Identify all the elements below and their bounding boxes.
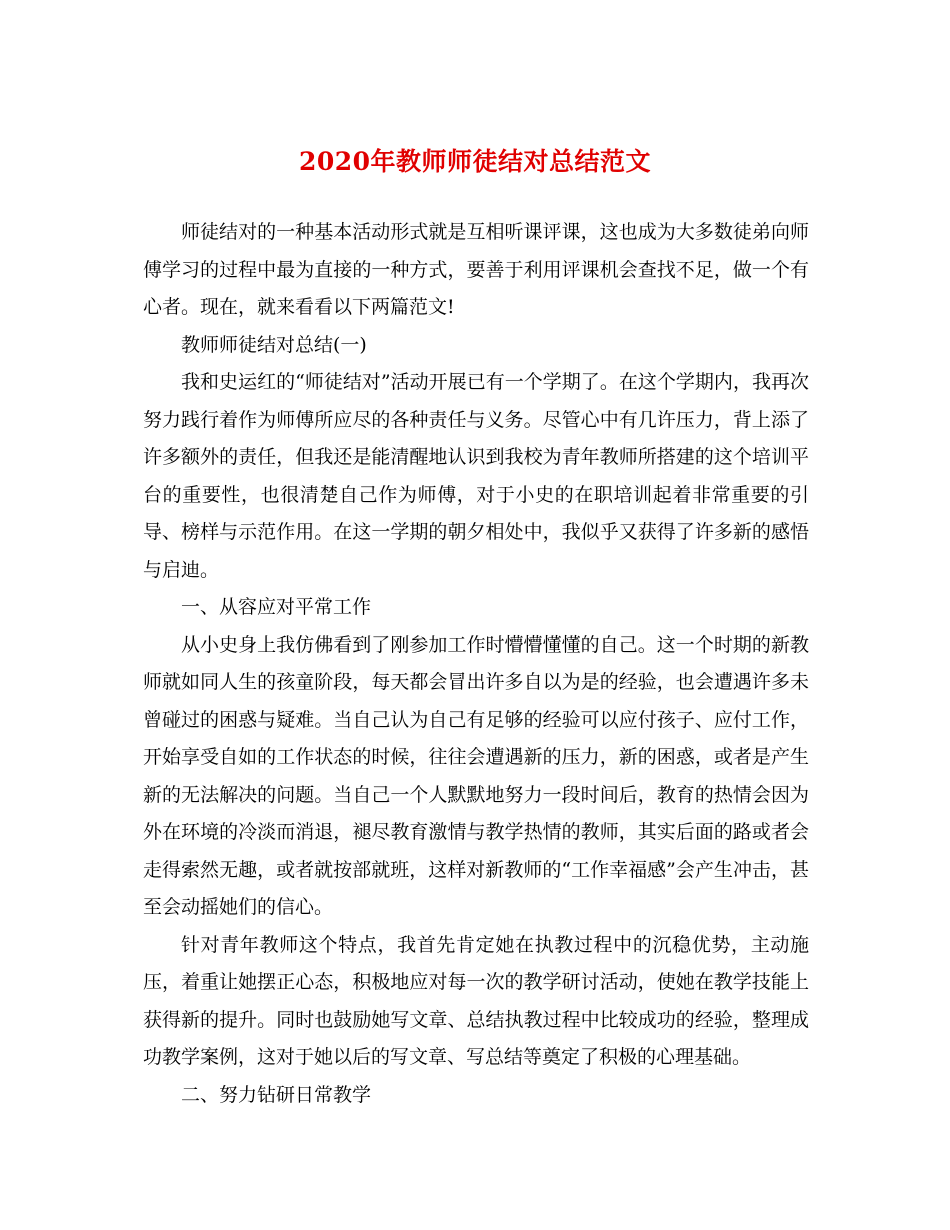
intro-paragraph: 师徒结对的一种基本活动形式就是互相听课评课，这也成为大多数徒弟向师傅学习的过程中最为直接的一种方式，要善于利用评课机会查找不足，做一个有心者。现在，就来看看以下两篇范文!: [143, 221, 809, 318]
section-heading-two: 二、努力钻研日常教学: [181, 1083, 372, 1106]
body-paragraph: 我和史运红的“师徒结对”活动开展已有一个学期了。在这个学期内，我再次努力践行着作为师傅所应尽的各种责任与义务。尽管心中有几许压力，背上添了许多额外的责任，但我还是能清醒地认识到我校为青年教师所搭建的这个培训平台的重要性，也很清楚自己作为师傅，对于小史的在职培训起着非常重要的引导、榜样与示范作用。在这一学期的朝夕相处中，我似乎又获得了许多新的感悟与启迪。: [143, 371, 809, 581]
section-heading-one: 一、从容应对平常工作: [181, 596, 372, 618]
body-paragraph: 从小史身上我仿佛看到了刚参加工作时懵懵懂懂的自己。这一个时期的新教师就如同人生的孩童阶段，每天都会冒出许多自以为是的经验，也会遭遇许多未曾碰过的困惑与疑难。当自己认为自己有足够的经验可以应付孩子、应付工作，开始享受自如的工作状态的时候，往往会遭遇新的压力，新的困惑，或者是产生新的无法解决的问题。当自己一个人默默地努力一段时间后，教育的热情会因为外在环境的冷淡而消退，褪尽教育激情与教学热情的教师，其实后面的路或者会走得索然无趣，或者就按部就班，这样对新教师的“工作幸福感”会产生冲击，甚至会动摇她们的信心。: [143, 633, 809, 918]
document-body: [143, 214, 809, 1114]
body-paragraph: 针对青年教师这个特点，我首先肯定她在执教过程中的沉稳优势，主动施压，着重让她摆正心态，积极地应对每一次的教学研讨活动，使她在教学技能上获得新的提升。同时也鼓励她写文章、总结执教过程中比较成功的经验，整理成功教学案例，这对于她以后的写文章、写总结等奠定了积极的心理基础。: [143, 933, 809, 1068]
document-title: 2020年教师师徒结对总结范文: [298, 147, 652, 176]
section-heading-summary-one: 教师师徒结对总结(一): [181, 333, 367, 356]
